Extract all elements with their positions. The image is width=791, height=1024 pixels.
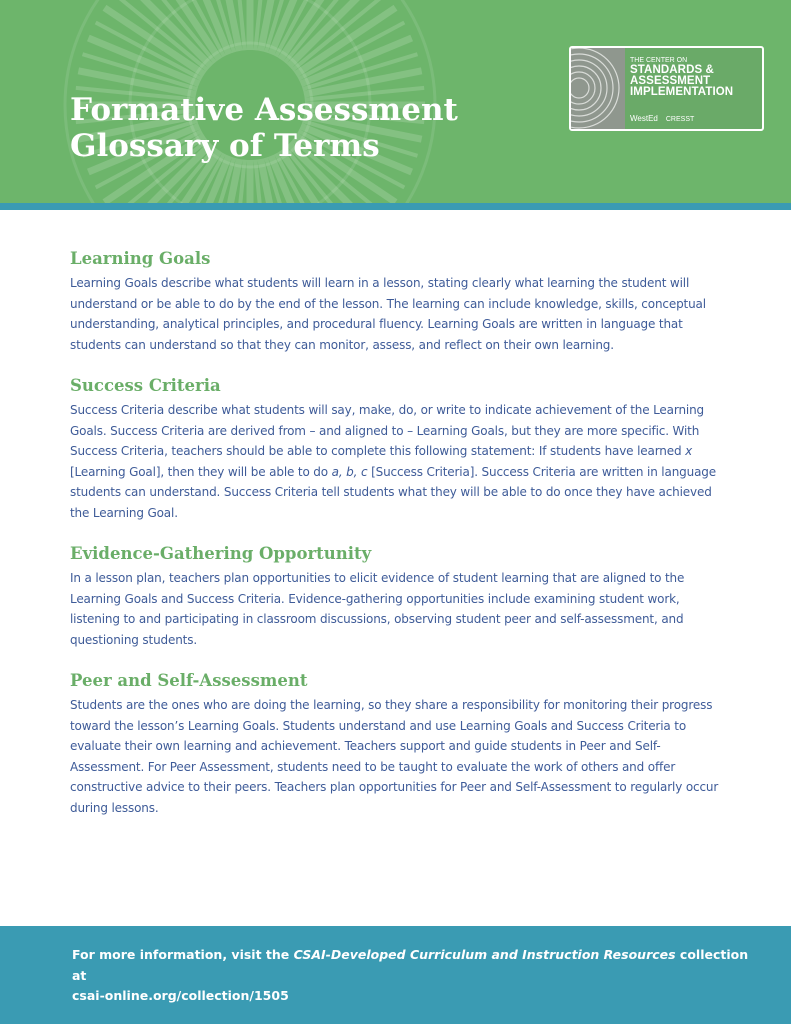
glossary-entry-peer-self-assessment (70, 669, 730, 818)
entry-heading: Learning Goals (70, 249, 211, 268)
entry-body-part-1: Success Criteria describe what students will say, make, do, or write to indicate achievement of the Learning Goals. Success Criteria are derived from – and aligned to – Learning Goals, but they are more specific. With Success Criteria, teachers should be able to complete this following statement: If students have learned (70, 403, 705, 458)
entry-body: Learning Goals describe what students will learn in a lesson, stating clearly what learning the student will understand or be able to do by the end of the lesson. The learning can include knowledge, skills, conceptual understanding, analytical principles, and procedural fluency. Learning Goals are written in language that students can understand so that they can monitor, assess, and reflect on their own learning. (70, 276, 706, 352)
csai-logo (569, 46, 764, 131)
logo-line-1: THE CENTER ON (630, 57, 688, 64)
logo-line-4: IMPLEMENTATION (630, 86, 734, 98)
footer-collection-name: CSAI-Developed Curriculum and Instruction Resources (293, 947, 676, 962)
footer-url-link[interactable]: csai-online.org/collection/1505 (72, 988, 289, 1003)
entry-body: In a lesson plan, teachers plan opportunities to elicit evidence of student learning that are aligned to the Learning Goals and Success Criteria. Evidence-gathering opportunities include examining student work, listening to and participating in classroom discussions, observing student peer and self-assessment, and questioning students. (70, 571, 685, 647)
entry-body-part-3: [Success Criteria]. Success Criteria are written in language students can understand. Success Criteria tell students what they will be able to do once they have achieved the Learning Goal. (70, 464, 716, 520)
partner-wested: WestEd (630, 114, 658, 123)
logo-wordmark (630, 57, 733, 98)
entry-body-part-2: [Learning Goal], then they will be able to do (70, 464, 332, 479)
entry-heading: Evidence-Gathering Opportunity (70, 544, 372, 563)
header-banner (0, 0, 791, 203)
entry-body-variable-x: x (685, 444, 693, 458)
spiral-seal-icon (571, 48, 625, 129)
entry-body-variables-abc: a, b, c (331, 464, 368, 479)
logo-line-3: ASSESSMENT (630, 75, 711, 87)
logo-line-2: STANDARDS & (630, 64, 714, 76)
entry-body: Students are the ones who are doing the learning, so they share a responsibility for monitoring their progress toward the lesson’s Learning Goals. Students understand and use Learning Goals and Success Criteria to evaluate their own learning and achievement. Teachers support and guide students in Peer and Self-Assessment. For Peer Assessment, students need to be taught to evaluate the work of others and offer constructive advice to their peers. Teachers plan opportunities for Peer and Self-Assessment to regularly occur during lessons. (70, 698, 719, 815)
footer-info (72, 945, 752, 1007)
glossary-entry-learning-goals (70, 247, 730, 355)
header-divider (0, 203, 791, 210)
footer-text-before: For more information, visit the (72, 947, 294, 962)
partner-cresst: CRESST (665, 116, 695, 123)
footer-text-after: collection at (72, 947, 749, 983)
page-title (70, 92, 458, 164)
entry-heading: Success Criteria (70, 376, 221, 395)
glossary-entry-success-criteria (70, 374, 730, 523)
page-title-line-2: Glossary of Terms (70, 128, 380, 164)
glossary-entry-evidence-gathering (70, 542, 730, 650)
footer-banner (0, 926, 791, 1024)
page-title-line-1: Formative Assessment (70, 92, 458, 128)
logo-partners (630, 114, 694, 123)
entry-heading: Peer and Self-Assessment (70, 671, 308, 690)
entry-body (70, 400, 730, 523)
glossary-content (70, 247, 730, 837)
